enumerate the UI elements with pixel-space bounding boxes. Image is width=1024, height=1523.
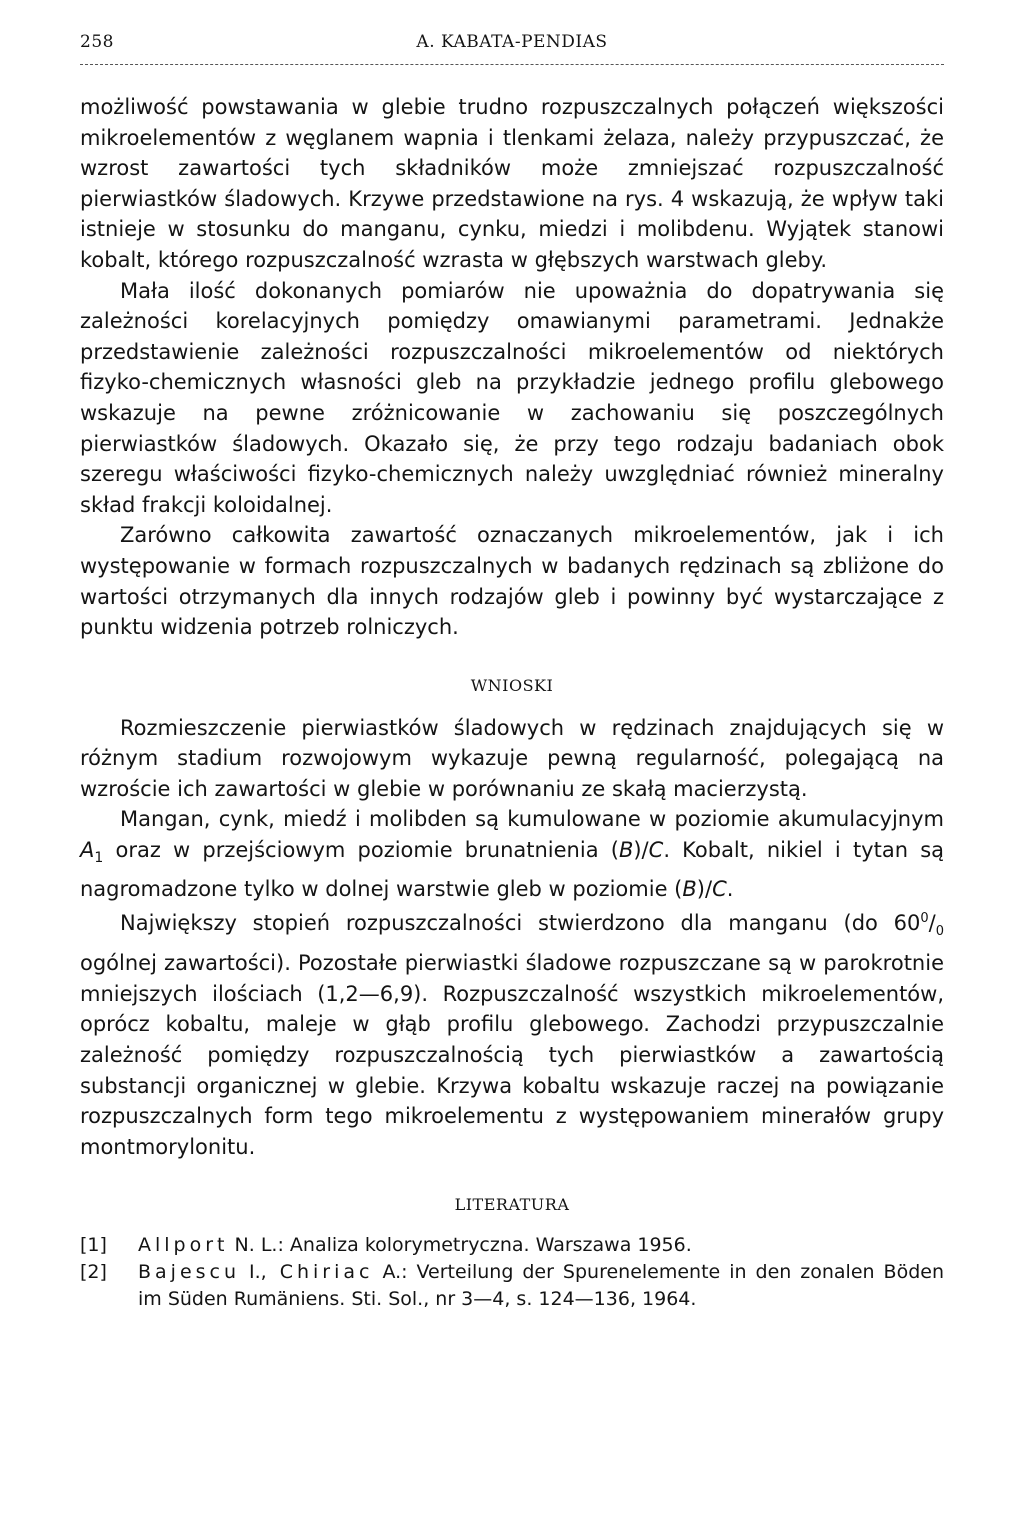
horizon-letter: A (80, 838, 95, 863)
paragraph: Mała ilość dokonanych pomiarów nie upoważnia do dopatrywania się zależności korelacyjnych pomiędzy omawianymi parametrami. Jednakże przedstawienie zależności rozpuszczalności mikroelementów od niektórych fizyko-chemicznych własności gleb na przykładzie jednego profilu glebowego wskazuje na pewne zróżnicowanie w zachowaniu się poszczególnych pierwiastków śladowych. Okazało się, że przy tego rodzaju badaniach obok szeregu właściwości fizyko-chemicznych należy uwzględniać również mineralny skład frakcji koloidalnej. (80, 278, 944, 517)
text-run: . Kobalt, nikiel i tytan są nagromadzone tylko w dolnej warstwie gleb w poziomie ( (80, 838, 944, 901)
reference-text: : Analiza kolorymetryczna. Warszawa 1956. (277, 1234, 692, 1257)
running-author: A. KABATA-PENDIAS (416, 32, 608, 52)
reference-initials: I., (240, 1261, 267, 1284)
percent-slash: / (928, 911, 936, 936)
percent-superscript: 0 (920, 911, 929, 927)
percent-subscript: 0 (935, 924, 944, 940)
reference-item (80, 1232, 944, 1259)
header-rule (80, 64, 944, 65)
paragraph-continuation: możliwość powstawania w glebie trudno rozpuszczalnych połączeń większości mikroelementów z węglanem wapnia i tlenkami żelaza, należy przypuszczać, że wzrost zawartości tych składników może zmniejszać rozpuszczalność pierwiastków śladowych. Krzywe przedstawione na rys. 4 wskazują, że wpływ taki istnieje w stosunku do manganu, cynku, miedzi i molibdenu. Wyjątek stanowi kobalt, którego rozpuszczalność wzrasta w głębszych warstwach gleby. (80, 95, 944, 272)
reference-item (80, 1259, 944, 1313)
reference-number: [1] (80, 1234, 107, 1257)
horizon-symbol (80, 838, 104, 867)
page-number: 258 (80, 32, 114, 52)
text-run: Mangan, cynk, miedź i molibden są kumulowane w poziomie akumulacyjnym (120, 807, 944, 832)
text-run: ogólnej zawartości). Pozostałe pierwiastki śladowe rozpuszczane są w parokrotnie mniejszych ilościach (1,2—6,9). Rozpuszczalność wszystkich mikroelementów, oprócz kobaltu, maleje w głąb profilu glebowego. Zachodzi przypuszczalnie zależność pomiędzy rozpuszczalnością tych pierwiastków a zawartością substancji organicznej w glebie. Krzywa kobaltu wskazuje raczej na powiązanie rozpuszczalnych form tego mikroelementu z występowaniem minerałów grupy montmorylonitu. (80, 951, 944, 1159)
reference-author: Allport (138, 1234, 229, 1257)
horizon-subscript: 1 (94, 850, 104, 867)
text-run: . (726, 876, 734, 901)
conclusion-paragraph (80, 804, 944, 904)
conclusion-paragraph: Rozmieszczenie pierwiastków śladowych w rędzinach znajdujących się w różnym stadium rozwojowym wykazuje pewną regularność, polegającą na wzroście ich zawartości w glebie w porównaniu ze skałą macierzystą. (80, 715, 944, 801)
horizon-symbol: C (712, 876, 727, 901)
text-run: )/ (696, 876, 713, 901)
reference-text: : Verteilung der Spurenelemente in den zonalen Böden im Süden Rumäniens. Sti. Sol., nr 3—4, s. 124—136, 1964. (138, 1261, 944, 1311)
horizon-symbol: B (682, 876, 697, 901)
reference-author: Chiriac (266, 1261, 374, 1284)
section-heading-wnioski: WNIOSKI (470, 675, 554, 695)
section-heading-literatura: LITERATURA (454, 1195, 570, 1215)
running-header (80, 24, 944, 58)
body-text (80, 92, 944, 1313)
horizon-symbol: B (618, 838, 634, 863)
text-run: oraz w przejściowym poziomie brunatnienia ( (103, 838, 619, 863)
reference-number: [2] (80, 1261, 107, 1284)
paragraph: Zarówno całkowita zawartość oznaczanych mikroelementów, jak i ich występowanie w formach rozpuszczalnych w badanych rędzinach są zbliżone do wartości otrzymanych dla innych rodzajów gleb i powinny być wystarczające z punktu widzenia potrzeb rolniczych. (80, 523, 944, 640)
reference-list (80, 1232, 944, 1313)
reference-author: Bajescu (138, 1261, 241, 1284)
text-run: Największy stopień rozpuszczalności stwierdzono dla manganu (do 60 (120, 911, 921, 936)
reference-initials: N. L. (228, 1234, 278, 1257)
horizon-symbol: C (648, 838, 664, 863)
conclusion-paragraph (80, 904, 944, 1162)
text-run: )/ (633, 838, 649, 863)
reference-initials: A. (373, 1261, 402, 1284)
